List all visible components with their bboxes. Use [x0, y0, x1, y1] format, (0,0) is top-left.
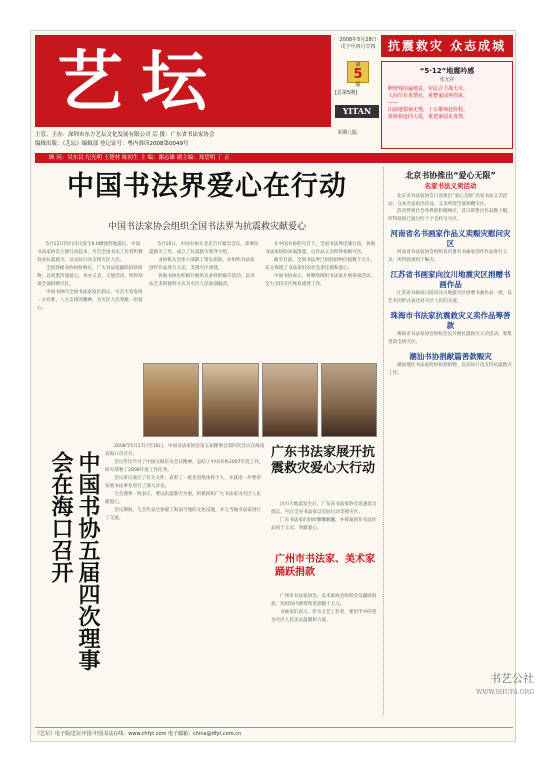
- meeting-photo: [143, 363, 199, 437]
- article-paragraph: 5月16日，中国书协在北京召开紧急会议，部署抗震救灾工作，成立了抗震救灾领导小组。: [149, 242, 259, 255]
- guangdong-column-1: [271, 501, 379, 549]
- article-paragraph: 广东书法家们纷纷慷慨解囊，并挥毫创作书法作品用于义卖，奉献爱心。: [271, 518, 377, 531]
- article-paragraph: 截至目前，全国书法界已捐款捐物价值数千万元，充分体现了书法家们的社会责任感和爱心。: [265, 258, 376, 271]
- brief-paragraph: 珠海市书法家协会组织会员开展抗震救灾义卖活动，筹集善款支援灾区。: [388, 332, 512, 345]
- page-number-badge: [347, 61, 369, 88]
- lead-column-1: [37, 241, 143, 411]
- article-paragraph: 书画家们表示，作为文艺工作者，要用手中的笔为灾区人民送去温暖和力量。: [271, 610, 377, 623]
- total-pages: 本期八版: [337, 130, 358, 136]
- article-paragraph: 会议期间，与会代表还参观了海南当地的文化设施，并与当地书法家进行了交流。: [105, 508, 262, 521]
- watermark-url: WWW.SHUFA.ORG: [476, 689, 534, 696]
- news-brief: [388, 270, 513, 305]
- staff-bar: 顾 问：吴东民 纪光明 王楚材 陈初生 主 编：谢志雄 副主编：郑望明 丁 正: [35, 153, 513, 163]
- brief-headline: 潮汕书协捐献篇善款赈灾: [409, 352, 492, 361]
- brief-paragraph: 河南省书法家协会组织省内著名书画家创作作品进行义卖，所得款项用于赈灾。: [388, 250, 508, 263]
- article-paragraph: 全国各级书协纷纷响应，广大书法家踊跃捐款捐物，以笔墨传递爱心，举办义卖、义展活动，所得款项全部捐赠灾区。: [37, 266, 143, 287]
- second-headline: 中国书协五届四次理事会在海口召开: [48, 451, 100, 671]
- watermark-seal: [434, 672, 534, 702]
- registration-line: 编辑出版：《艺坛》编辑部 登记证号：粤内准印2008第0049号: [35, 141, 189, 147]
- article-paragraph: 5月12日四川汶川发生8.0级强烈地震后，中国书法家协会立即行动起来，号召全国书法工作者积极投身抗震救灾，以实际行动支援灾区人民。: [37, 242, 143, 263]
- news-brief: [388, 171, 513, 223]
- masthead: [35, 35, 331, 127]
- article-paragraph: 与会理事一致表示，要以抗震救灾为重，积极组织广大书法家为灾区人民献爱心。: [105, 492, 262, 505]
- news-brief: [388, 311, 513, 346]
- edition-number: [总第5期]: [335, 90, 358, 96]
- masthead-title: 艺坛: [57, 42, 225, 120]
- issue-date-gregorian: 2008年5月28日: [339, 37, 377, 43]
- issue-date-lunar: 戊子年四月廿四: [340, 44, 376, 50]
- article-paragraph: 在中国书协的号召下，全国书法界迅速行动，各地书法家纷纷挥毫泼墨，以作品义卖所得捐助灾区。: [265, 242, 376, 255]
- publication-info: [35, 131, 377, 149]
- poem-line: 山崩地裂祸无情，十万雄师赴险程。: [388, 107, 469, 113]
- brief-headline: 河南省名书画家作品义卖赈灾慰问灾区: [390, 229, 511, 248]
- side-heading: 抗震救灾 众志成城: [381, 35, 513, 57]
- lead-column-3: [265, 241, 377, 359]
- article-paragraph: 中国书协向全国书法家发出倡议，号召大家发扬一方有难、八方支援的精神，为灾区人民奉献一份爱心。: [37, 290, 143, 311]
- page-number: 5: [353, 67, 363, 82]
- second-article-body: [105, 443, 265, 703]
- poem-box: [381, 61, 513, 149]
- meeting-photo: [262, 363, 318, 437]
- article-paragraph: 书协机关全体干部职工带头捐款，并组织书法家创作作品进行义卖，支援灾区重建。: [149, 258, 255, 271]
- brief-paragraph: 活动得到社会各界的积极响应，首日即售出作品数十幅，所得款项已通过红十字会转交灾区。: [388, 209, 512, 222]
- poem-author: 张允祥: [439, 77, 455, 83]
- article-paragraph: 汶川大地震发生后，广东省书法家协会迅速发出倡议，号召全省书法家以实际行动支援灾区。: [271, 502, 377, 515]
- brief-paragraph: 北京市书法家协会日前推出“爱心无限”名家书法义卖活动，众多名家捐出作品，义卖所得全部捐赠灾区。: [388, 194, 508, 207]
- guangdong-headline: 广东书法家展开抗震救灾爱心大行动: [271, 445, 376, 476]
- publisher-line: 主管、主办：深圳市东方艺坛文化发展有限公司 后 援：广东省书法家协会: [35, 132, 215, 138]
- page-footer: 《艺坛》电子版/艺坛中国·中国书法在线：www.chfyt.com 电子邮箱：china@dfyt.com.cn: [35, 727, 513, 739]
- lead-headline: 中国书法界爱心在行动: [67, 171, 347, 202]
- brief-paragraph: 潮汕地区书法家纷纷捐款捐物，以实际行动支持抗震救灾工作。: [388, 363, 512, 376]
- meeting-photo: [202, 363, 258, 437]
- poem-title: “5·12”地震吟感: [419, 67, 475, 75]
- article-paragraph: 广州市书法家协会、美术家协会组织会员踊跃捐款，短时间内即筹集善款数十万元。: [271, 594, 377, 607]
- brief-headline: 江苏省书画家向汶川地震灾区捐赠书画作品: [390, 270, 511, 289]
- brief-headline: 珠海市书法家抗震救灾义卖作品筹善款: [390, 311, 511, 330]
- guangdong-column-2: [271, 593, 379, 713]
- guangdong-subhead: 广州市书法家、美术家踊跃捐款: [275, 554, 375, 578]
- watermark-text: 书艺公社: [490, 672, 534, 685]
- issue-date: [335, 37, 381, 51]
- article-paragraph: 会议审议通过了有关文件，表彰了一批先进集体和个人，并就进一步繁荣发展书法事业进行了深入讨论。: [105, 476, 262, 489]
- page-suffix: 版: [355, 82, 361, 88]
- article-paragraph: 各地书协也积极开展形式多样的赈灾活动，以书法艺术的独特方式为灾区人民加油鼓劲。: [149, 274, 255, 287]
- newspaper-page: [30, 30, 516, 742]
- poem-line: 断壁残垣遍地哀，军民合力战天灾。: [388, 86, 469, 92]
- article-paragraph: 中国书协表示，将继续组织书法家开展各项活动，全力支持灾区恢复重建工作。: [265, 274, 376, 287]
- brief-headline: 北京书协推出“爱心无限”: [405, 171, 496, 180]
- poem-line: 血脉相连同大爱，重建家园见真情。: [388, 114, 469, 120]
- news-brief: [388, 352, 513, 377]
- article-paragraph: 会议传达学习了中国文联有关会议精神，总结了中国书协2007年度工作，研究部署了2008年度工作任务。: [105, 460, 264, 473]
- poem-line: 人间尽有真情在，重整家园再创来。: [388, 93, 469, 99]
- news-brief: [388, 229, 513, 264]
- lead-subhead: 中国书法家协会组织全国书法界为抗震救灾献爱心: [107, 222, 306, 232]
- meeting-photo: [321, 363, 377, 437]
- lead-column-2: [149, 241, 259, 359]
- article-paragraph: 2008年5月17日至18日，中国书法家协会第五届理事会第四次会议在海南省海口市召开。: [105, 444, 265, 457]
- right-news-column: [383, 167, 513, 715]
- brief-paragraph: 江苏省书画家日前向汶川地震灾区捐赠书画作品一批，以艺术的形式表达对灾区人民的关爱。: [388, 291, 512, 304]
- brief-subhead: 名家书法义卖活动: [424, 182, 477, 190]
- poem-line: ——: [388, 100, 398, 106]
- photo-strip: [143, 363, 377, 437]
- page-label: 第: [355, 62, 361, 68]
- masthead-pinyin: YITAN: [335, 105, 379, 118]
